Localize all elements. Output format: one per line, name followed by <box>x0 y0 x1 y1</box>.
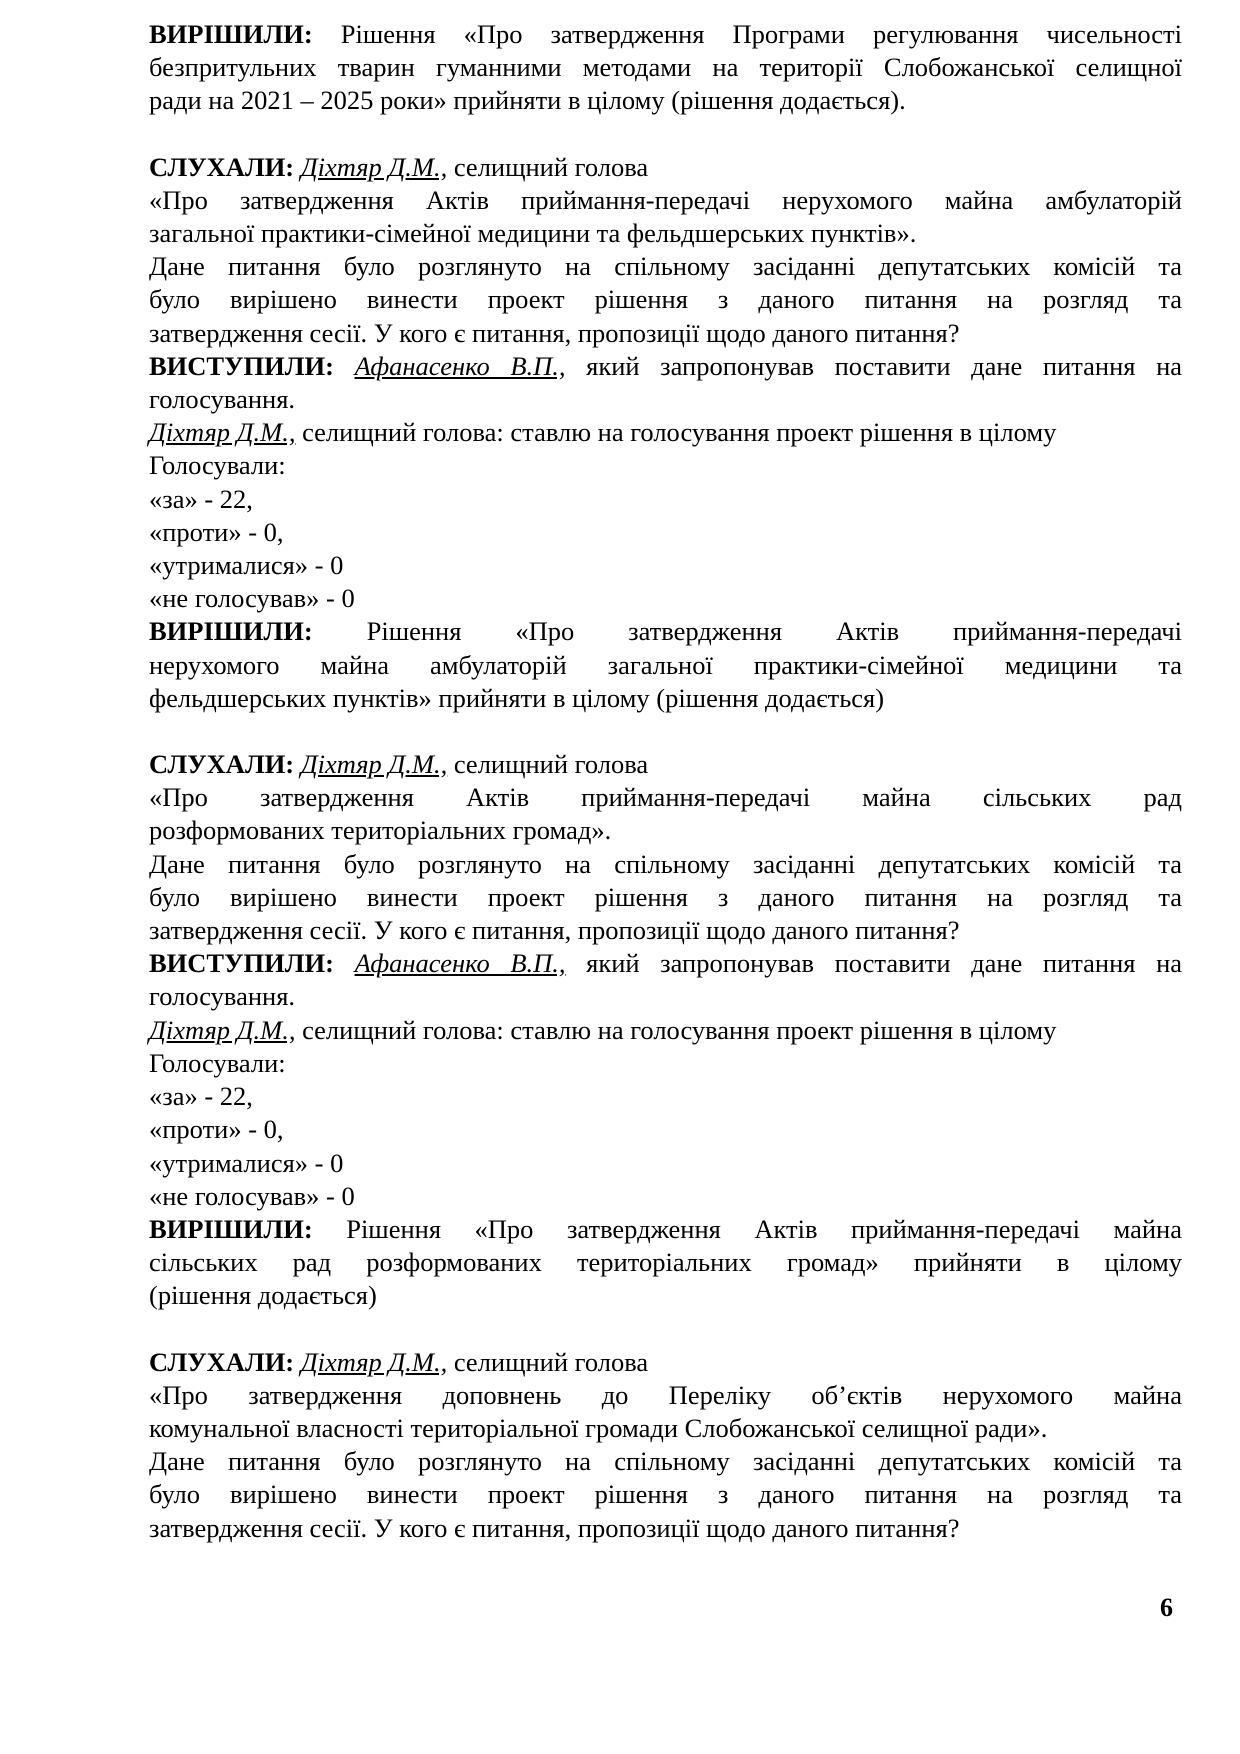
item2-topic: «Про затвердження Актів приймання-передачі майна сільських рад розформованих територіальних громад». <box>149 782 1182 846</box>
vote-abstained: «утрималися» - 0 <box>149 550 344 581</box>
speaker-name: Афанасенко В.П., <box>354 350 566 381</box>
intro-decision-line-1: ВИРІШИЛИ: Рішення «Про затвердження Програми регулювання чисельності <box>149 19 1182 49</box>
speaker-name: Афанасенко В.П., <box>354 948 566 979</box>
intro-decision <box>149 18 1182 118</box>
page-number: 6 <box>1160 1593 1173 1622</box>
vote-against: «проти» - 0, <box>149 516 284 547</box>
spoke-label: ВИСТУПИЛИ: <box>149 948 334 979</box>
document-page <box>149 18 1182 1545</box>
decided-label: ВИРІШИЛИ: <box>149 1213 313 1244</box>
heard-label: СЛУХАЛИ: <box>149 151 295 182</box>
item1-heard: СЛУХАЛИ: Діхтяр Д.М., селищний голова <box>149 151 649 182</box>
item1-discussion: Дане питання було розглянуто на спільному засіданні депутатських комісій та було вирішено винести проект рішення з даного питання на розгляд та затвердження сесії. У кого є питання, пропозиції щодо даного питання? <box>149 251 1182 348</box>
head-name: Діхтяр Д.М., <box>300 151 448 182</box>
head-name: Діхтяр Д.М., <box>149 417 296 448</box>
item2-discussion: Дане питання було розглянуто на спільному засіданні депутатських комісій та було вирішено винести проект рішення з даного питання на розгляд та затвердження сесії. У кого є питання, пропозиції щодо даного питання? <box>149 848 1182 946</box>
spacer <box>149 1313 1182 1346</box>
decided-label: ВИРІШИЛИ: <box>149 19 313 49</box>
item2-spoke: ВИСТУПИЛИ: Афанасенко В.П., який запропонував поставити дане питання на голосування. <box>149 948 1183 1012</box>
vote-against: «проти» - 0, <box>149 1114 284 1145</box>
spacer <box>149 715 1182 748</box>
item3-discussion: Дане питання було розглянуто на спільному засіданні депутатських комісій та було вирішено винести проект рішення з даного питання на розгляд та затвердження сесії. У кого є питання, пропозиції щодо даного питання? <box>149 1446 1182 1543</box>
item3-heard: СЛУХАЛИ: Діхтяр Д.М., селищний голова <box>149 1346 649 1377</box>
heard-label: СЛУХАЛИ: <box>149 1346 295 1377</box>
vote-abstained: «утрималися» - 0 <box>149 1147 344 1178</box>
vote-for: «за» - 22, <box>149 1081 253 1112</box>
vote-not-voted: «не голосував» - 0 <box>149 583 355 614</box>
item2-heard: СЛУХАЛИ: Діхтяр Д.М., селищний голова <box>149 749 649 780</box>
intro-decision-line-3: ради на 2021 – 2025 роки» прийняти в цілому (рішення додається). <box>149 85 906 116</box>
item1-topic: «Про затвердження Актів приймання-передачі нерухомого майна амбулаторій загальної практики-сімейної медицини та фельдшерських пунктів». <box>149 184 1182 249</box>
item1-spoke: ВИСТУПИЛИ: Афанасенко В.П., який запропонував поставити дане питання на голосування. <box>149 350 1183 415</box>
item1-decision: ВИРІШИЛИ: Рішення «Про затвердження Актів приймання-передачі нерухомого майна амбулаторій загальної практики-сімейної медицини та фельдшерських пунктів» прийняти в цілому (рішення додається) <box>149 616 1182 713</box>
item3-topic: «Про затвердження доповнень до Переліку об’єктів нерухомого майна комунальної власності територіальної громади Слобожанської селищної ради». <box>149 1379 1182 1443</box>
voted-header: Голосували: <box>149 450 286 481</box>
spacer <box>149 118 1182 151</box>
head-name: Діхтяр Д.М., <box>300 1346 448 1377</box>
spoke-label: ВИСТУПИЛИ: <box>149 350 334 381</box>
vote-for: «за» - 22, <box>149 483 253 514</box>
voted-header: Голосували: <box>149 1047 286 1078</box>
decided-label: ВИРІШИЛИ: <box>149 616 313 647</box>
head-name: Діхтяр Д.М., <box>149 1014 296 1045</box>
intro-decision-line-2: безпритульних тварин гуманними методами на території Слобожанської селищної <box>149 52 1182 83</box>
head-name: Діхтяр Д.М., <box>300 749 448 780</box>
item1-head-vote: Діхтяр Д.М., селищний голова: ставлю на голосування проект рішення в цілому <box>149 417 1057 448</box>
vote-not-voted: «не голосував» - 0 <box>149 1180 355 1211</box>
item2-decision: ВИРІШИЛИ: Рішення «Про затвердження Актів приймання-передачі майна сільських рад розформованих територіальних громад» прийняти в цілому (рішення додається) <box>149 1213 1182 1311</box>
item2-head-vote: Діхтяр Д.М., селищний голова: ставлю на голосування проект рішення в цілому <box>149 1014 1057 1045</box>
heard-label: СЛУХАЛИ: <box>149 749 295 780</box>
